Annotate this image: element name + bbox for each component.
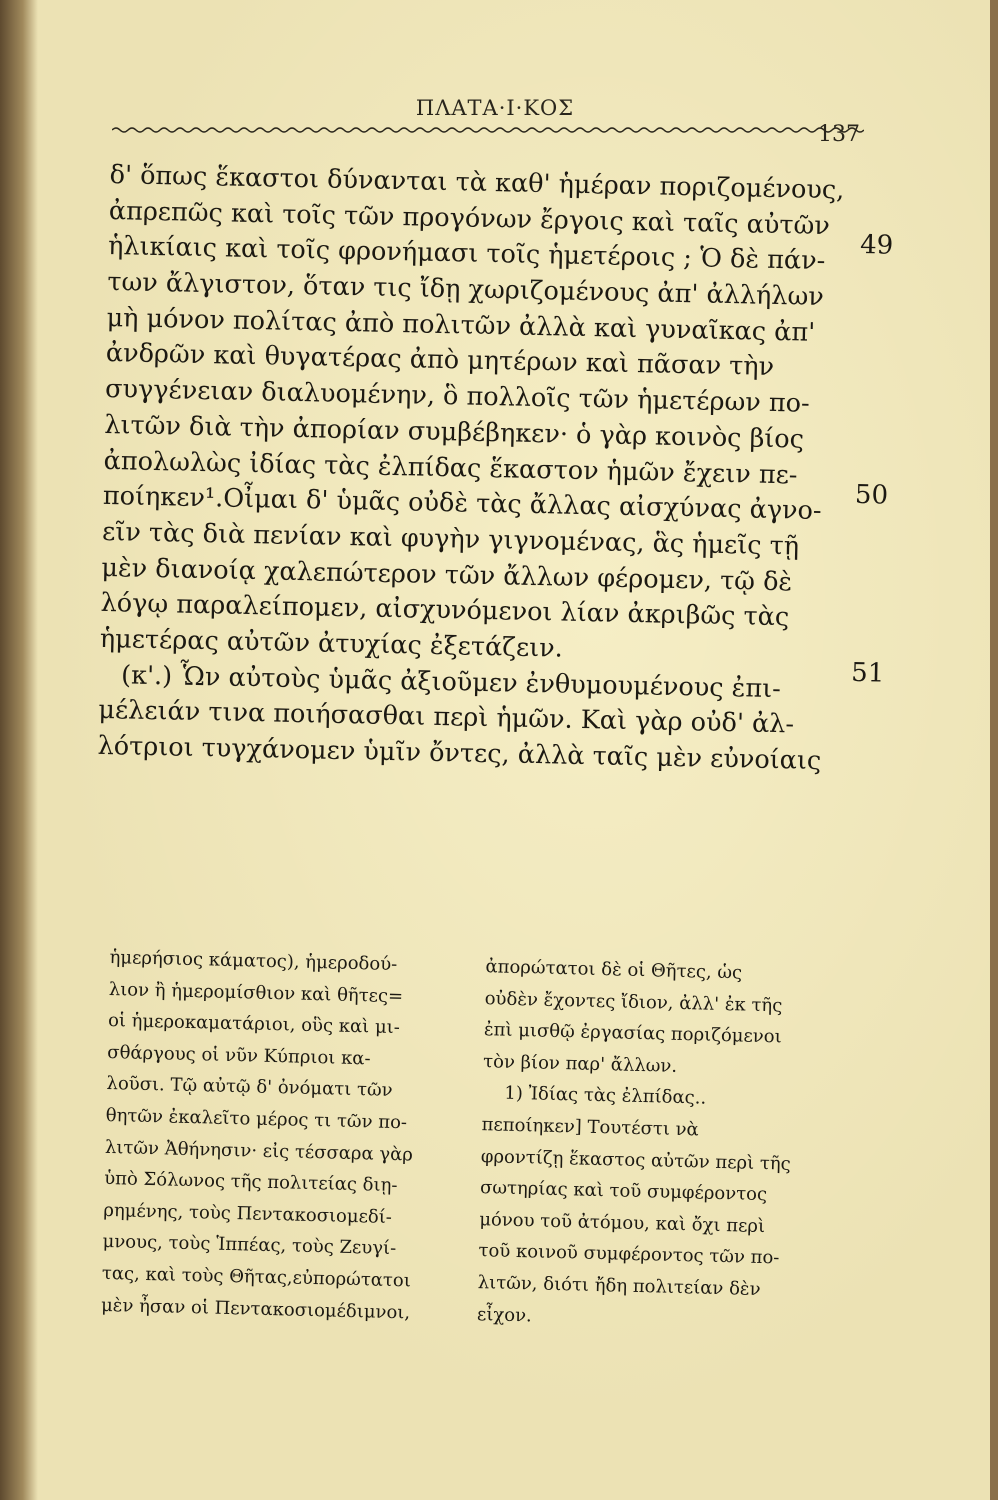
footnotes-block [100,942,870,1326]
footnote-line: οἱ ἡμεροκαματάριοι, οὓς καὶ μι- [107,1010,401,1039]
text-line: λόγῳ παραλείπομεν, αἰσχυνόμενοι λίαν ἀκριβῶς τὰς [100,588,790,633]
page-binding-edge [0,0,38,1500]
footnote-line: φροντίζῃ ἕκαστος αὐτῶν περὶ τῆς [480,1145,791,1175]
text-line: ποίηκεν¹.Οἶμαι δ' ὑμᾶς οὐδὲ τὰς ἄλλας αἰσχύνας ἀγνο- [102,481,822,527]
footnote-line: λιτῶν Ἀθήνησιν· εἰς τέσσαρα γὰρ [104,1136,414,1166]
text-line: ἀπρεπῶς καὶ τοῖς τῶν προγόνων ἔργοις καὶ ταῖς αὐτῶν [108,195,831,241]
footnote-line: μὲν ἦσαν οἱ Πεντακοσιομέδιμνοι, [100,1294,411,1323]
text-line: ἡμετέρας αὐτῶν ἀτυχίας ἐξετάζειν. [99,623,564,664]
page-number: 137 [818,122,860,147]
text-line: εῖν τὰς διὰ πενίαν καὶ φυγὴν γιγνομένας, ἃς ἡμεῖς τῇ [101,516,800,562]
text-line: των ἄλγιστον, ὅταν τις ἴδῃ χωριζομένους ἀπ' ἀλλήλων [107,267,825,313]
footnote-line: μνους, τοὺς Ἱππέας, τοὺς Ζευγί- [102,1231,397,1260]
footnote-line: 1) Ἰδίας τὰς ἐλπίδας.. [504,1083,707,1109]
footnote-line: ἀπορώτατοι δὲ οἱ Θῆτες, ὡς [485,956,743,984]
text-line: λότριοι τυγχάνομεν ὑμῖν ὄντες, ἀλλὰ ταῖς μὲν εὐνοίαις [97,730,822,777]
footnote-column-right [477,951,846,1339]
header-wavy-rule [112,124,864,136]
footnote-line: εἶχον. [476,1303,533,1326]
footnote-line: μόνου τοῦ ἀτόμου, καὶ ὄχι περὶ [479,1208,766,1237]
text-line: μὴ μόνον πολίτας ἀπὸ πολιτῶν ἀλλὰ καὶ γυναῖκας ἀπ' [106,302,816,348]
footnote-line: πεποίηκεν] Τουτέστι νὰ [481,1114,699,1141]
main-text-block [97,158,870,780]
running-title: ΠΛΑΤΑ·Ι·ΚΟΣ [415,96,575,120]
footnote-line: τὸν βίον παρ' ἄλλων. [482,1050,678,1077]
text-line: μὲν διανοίᾳ χαλεπώτερον τῶν ἄλλων φέρομεν, τῷ δὲ [101,552,793,597]
footnote-line: τας, καὶ τοὺς Θῆτας,εὐπορώτατοι [101,1262,412,1292]
footnote-line: σθάργους οἱ νῦν Κύπριοι κα- [107,1041,371,1070]
footnote-line: λοῦσι. Τῷ αὐτῷ δ' ὀνόματι τῶν [106,1073,393,1102]
footnote-line: ἡμερήσιος κάματος), ἡμεροδού- [109,946,398,976]
footnote-line: ὑπὸ Σόλωνος τῆς πολιτείας διῃ- [103,1168,398,1197]
footnote-line: σωτηρίας καὶ τοῦ συμφέροντος [479,1177,768,1206]
footnote-line: ἐπὶ μισθῷ ἐργασίας ποριζόμενοι [483,1019,782,1048]
section-number: 49 [859,229,894,261]
text-line: συγγένειαν διαλυομένην, ὃ πολλοῖς τῶν ἡμετέρων πο- [104,374,810,419]
footnote-line: οὐδὲν ἔχοντες ἴδιον, ἀλλ' ἐκ τῆς [484,987,783,1017]
footnote-line: λιον ἢ ἡμερομίσθιον καὶ θῆτες= [108,978,404,1007]
footnote-line: τοῦ κοινοῦ συμφέροντος τῶν πο- [478,1240,780,1269]
footnote-line: θητῶν ἐκαλεῖτο μέρος τι τῶν πο- [105,1104,408,1134]
text-line: (κ'.) Ὧν αὐτοὺς ὑμᾶς ἀξιοῦμεν ἐνθυμουμένους ἐπι- [120,659,782,704]
text-line: λιτῶν διὰ τὴν ἀπορίαν συμβέβηκεν· ὁ γὰρ κοινὸς βίος [104,409,805,455]
footnote-line: ρημένης, τοὺς Πεντακοσιομεδί- [103,1199,393,1228]
section-number-margin [850,158,922,689]
section-number: 51 [850,657,885,689]
text-line: ἡλικίαις καὶ τοῖς φρονήμασι τοῖς ἡμετέροις ; Ὁ δὲ πάν- [107,231,826,277]
footnote-line: λιτῶν, διότι ἤδη πολιτείαν δὲν [477,1272,761,1300]
text-line: δ' ὅπως ἕκαστοι δύνανται τὰ καθ' ἡμέραν ποριζομένους, [109,159,845,206]
text-line: μέλειάν τινα ποιήσασθαι περὶ ἡμῶν. Καὶ γὰρ οὐδ' ἀλ- [98,695,795,740]
text-line: ἀπολωλὼς ἰδίας τὰς ἐλπίδας ἕκαστον ἡμῶν ἔχειν πε- [103,445,798,490]
text-line: ἀνδρῶν καὶ θυγατέρας ἀπὸ μητέρων καὶ πᾶσαν τὴν [105,338,775,383]
footnote-column-left [101,942,470,1330]
section-number: 50 [854,479,889,511]
